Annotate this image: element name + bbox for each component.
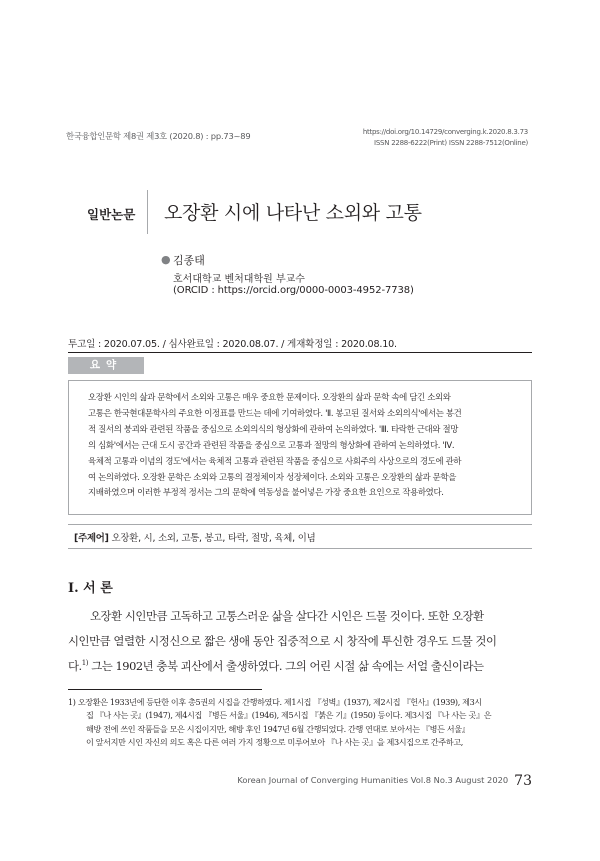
doi-link[interactable]: https://doi.org/10.14729/converging.k.2020.8.3.73 (362, 128, 528, 136)
keywords-text: 오장환, 시, 소외, 고통, 봉고, 타락, 절망, 육체, 이념 (111, 533, 316, 544)
abstract-line: 적 질서의 붕괴와 관련된 작품을 중심으로 소외의식의 형상화에 관하여 논의하였다. 'Ⅲ. 타락한 근대와 절망 (88, 423, 459, 434)
abstract-line: 오장환 시인의 삶과 문학에서 소외와 고통은 매우 중요한 문제이다. 오장환의 삶과 문학 속에 담긴 소외와 (88, 392, 451, 402)
submission-dates: 투고일 : 2020.07.05. / 심사완료일 : 2020.08.07. / 게재확정일 : 2020.08.10. (68, 339, 397, 350)
footnote (68, 696, 532, 750)
footnote-line: 집 『나 사는 곳』(1947), 제4시집 『병든 서울』(1946), 제5시집 『붉은 기』(1950) 등이다. 제3시집 『나 사는 곳』은 (86, 710, 492, 721)
title-divider (147, 190, 148, 234)
abstract-line: 고통은 한국현대문학사의 주요한 이정표를 만드는 데에 기여하였다. 'Ⅱ. 봉고된 질서와 소외의식'에서는 봉건 (88, 407, 462, 418)
body-line: 오장환 시인만큼 고독하고 고통스러운 삶을 살다간 시인은 드물 것이다. 또한 오장환 (90, 609, 484, 623)
author-name: 김종태 (173, 254, 205, 267)
section-heading: I. 서 론 (68, 581, 113, 596)
article-category: 일반논문 (87, 207, 136, 222)
abstract-line: 지배하였으며 이러한 부정적 정서는 그의 문학에 역동성을 불어넣은 가장 중요한 요인으로 작용하였다. (88, 487, 444, 498)
keywords (74, 530, 315, 544)
abstract-line: 여 논의하였다. 오장환 문학은 소외와 고통의 결정체이자 성장체이다. 소외와 고통은 오장환의 삶과 문학을 (88, 471, 457, 482)
body-line: 다.$^{1)}$ 그는 1902년 충북 괴산에서 출생하였다. 그의 어린 시절 삶 속에는 서얼 출신이라는 (68, 659, 484, 673)
dates-divider (68, 352, 532, 353)
keywords-top-rule (68, 524, 532, 525)
body-text (68, 604, 532, 679)
body-line: 시인만큼 열렬한 시정신으로 짧은 생애 동안 집중적으로 시 창작에 투신한 경우도 드물 것이 (68, 634, 497, 648)
footnote-ref[interactable]: 1) (81, 659, 89, 668)
journal-info: 한국융합인문학 제8권 제3호 (2020.8) : pp.73~89 (66, 131, 251, 141)
author-orcid[interactable]: (ORCID : https://orcid.org/0000-0003-4952-7738) (173, 285, 414, 296)
page-number: 73 (514, 773, 532, 789)
keywords-label: [주제어] (74, 533, 109, 544)
abstract-line: 의 심화'에서는 근대 도시 공간과 관련된 작품을 중심으로 고통과 절망의 형상화에 관하여 논의하였다. 'Ⅳ. (88, 439, 455, 450)
footnote-divider (68, 689, 262, 690)
abstract-label: 요약 (68, 357, 144, 374)
abstract-text (88, 390, 516, 501)
page-footer (237, 773, 532, 789)
footnote-line: 이 앞서지만 시인 자신의 의도 혹은 다른 여러 가지 정황으로 미루어보아 『나 사는 곳』을 제3시집으로 간주하고, (86, 737, 464, 748)
author-bullet-icon: ● (161, 253, 171, 266)
footnote-line: 해방 전에 쓰인 작품들을 모은 시집이지만, 해방 후인 1947년 6월 간행되었다. 간행 연대로 보아서는 『병든 서울』 (86, 723, 470, 734)
footnote-line: 1) 오장환은 1933년에 등단한 이후 총5권의 시집을 간행하였다. 제1시집 『성벽』(1937), 제2시집 『헌사』(1939), 제3시 (68, 697, 482, 707)
issn-info: ISSN 2288-6222(Print) ISSN 2288-7512(Online) (374, 139, 528, 147)
article-title: 오장환 시에 나타난 소외와 고통 (164, 202, 422, 224)
author-affiliation: 호서대학교 벤처대학원 부교수 (173, 274, 305, 285)
footer-journal: Korean Journal of Converging Humanities Vol.8 No.3 August 2020 (237, 775, 509, 785)
keywords-bottom-rule (68, 548, 532, 549)
abstract-line: 육체적 고통과 이념의 경도'에서는 육체적 고통과 관련된 작품을 중심으로 사회주의 사상으로의 경도에 관하 (88, 455, 462, 466)
